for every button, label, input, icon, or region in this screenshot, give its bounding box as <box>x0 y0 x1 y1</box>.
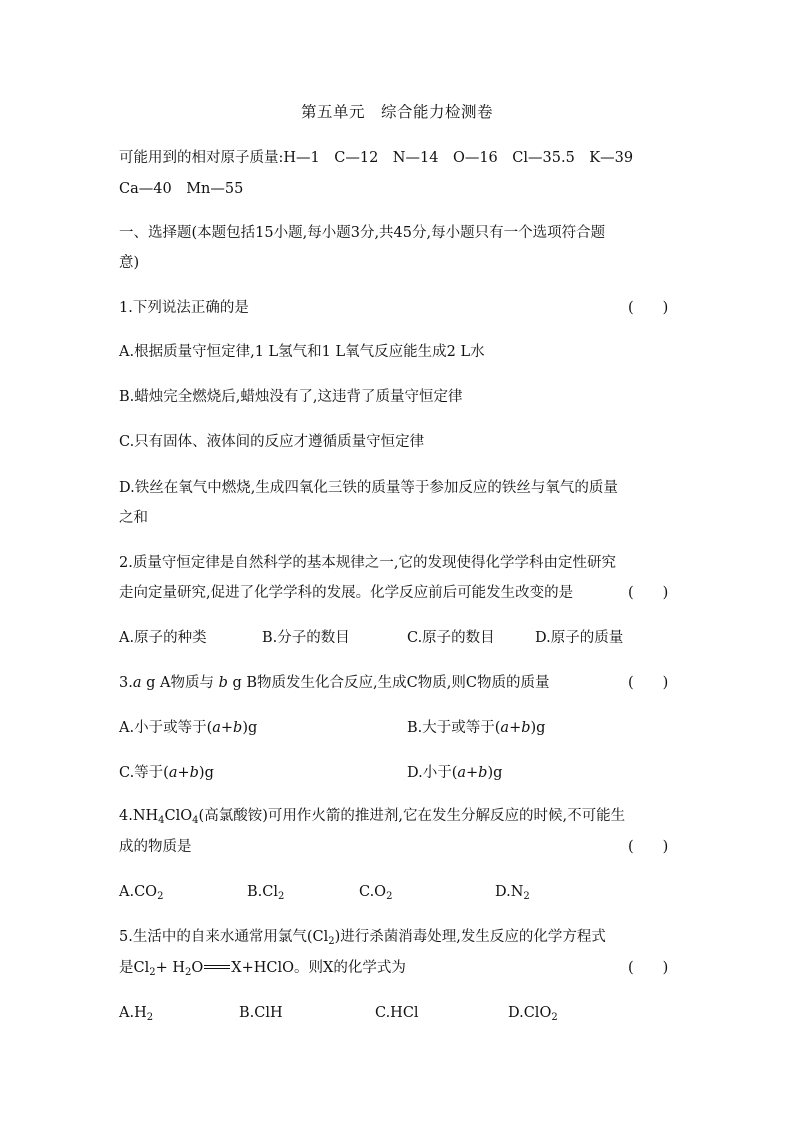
q1-answer-blank: ( ) <box>628 300 669 316</box>
q3-option-c: C.等于(a+b)g <box>119 765 214 781</box>
reaction-equals-sign <box>204 963 230 971</box>
q5-stem-line-2: 是$Cl_2+ H_2O$ X+HClO。则X的化学式为 <box>119 960 406 978</box>
q4-option-a: $A.CO_2$ <box>119 884 164 902</box>
q5-option-b: B.ClH <box>239 1005 283 1021</box>
q4-option-b: $B.Cl_2$ <box>247 884 285 902</box>
q1-option-d-line-2: 之和 <box>119 510 148 526</box>
q1-option-a: A.根据质量守恒定律,1 L氢气和1 L氧气反应能生成2 L水 <box>119 344 485 360</box>
q1-stem: 1.下列说法正确的是 <box>119 300 249 316</box>
q3-option-a: A.小于或等于(a+b)g <box>119 720 258 736</box>
section-heading-line-2: 意) <box>119 255 140 271</box>
q3-option-d: D.小于(a+b)g <box>407 765 503 781</box>
q4-answer-blank: ( ) <box>628 839 669 855</box>
q5-stem-line-1: 5.生活中的自来水通常用氯气$(Cl_2)$进行杀菌消毒处理,发生反应的化学方程式 <box>119 929 606 947</box>
q5-answer-blank: ( ) <box>628 960 669 976</box>
q4-option-c: $C.O_2$ <box>359 884 393 902</box>
q4-option-d: $D.N_2$ <box>495 884 530 902</box>
q3-answer-blank: ( ) <box>628 675 669 691</box>
q2-stem-line-1: 2.质量守恒定律是自然科学的基本规律之一,它的发现使得化学学科由定性研究 <box>119 555 616 571</box>
q2-option-d: D.原子的质量 <box>535 630 624 646</box>
q1-option-c: C.只有固体、液体间的反应才遵循质量守恒定律 <box>119 434 425 450</box>
q2-option-b: B.分子的数目 <box>262 630 350 646</box>
atomic-masses-line-1: 可能用到的相对原子质量:H—1 C—12 N—14 O—16 Cl—35.5 K—39 <box>119 150 634 166</box>
page-title: 第五单元 综合能力检测卷 <box>300 103 493 121</box>
section-heading-line-1: 一、选择题(本题包括15小题,每小题3分,共45分,每小题只有一个选项符合题 <box>119 225 606 241</box>
q2-stem-line-2: 走向定量研究,促进了化学学科的发展。化学反应前后可能发生改变的是 <box>119 585 574 601</box>
q1-option-b: B.蜡烛完全燃烧后,蜡烛没有了,这违背了质量守恒定律 <box>119 389 463 405</box>
q4-stem-line-1: $4.NH_4ClO_4$(高氯酸铵)可用作火箭的推进剂,它在发生分解反应的时候,不可能生 <box>119 808 626 826</box>
q2-option-a: A.原子的种类 <box>119 630 207 646</box>
q5-option-c: C.HCl <box>375 1005 419 1021</box>
q1-option-d-line-1: D.铁丝在氧气中燃烧,生成四氧化三铁的质量等于参加反应的铁丝与氧气的质量 <box>119 480 618 496</box>
q2-answer-blank: ( ) <box>628 585 669 601</box>
q5-option-a: $A.H_2$ <box>119 1005 154 1023</box>
q4-stem-line-2: 成的物质是 <box>119 839 192 855</box>
atomic-masses-line-2: Ca—40 Mn—55 <box>119 181 244 197</box>
q3-option-b: B.大于或等于(a+b)g <box>407 720 546 736</box>
q3-stem: 3.a g A物质与 b g B物质发生化合反应,生成C物质,则C物质的质量 <box>119 675 550 691</box>
q5-option-d: D.ClO$_2$ <box>508 1005 558 1023</box>
q2-option-c: C.原子的数目 <box>407 630 495 646</box>
